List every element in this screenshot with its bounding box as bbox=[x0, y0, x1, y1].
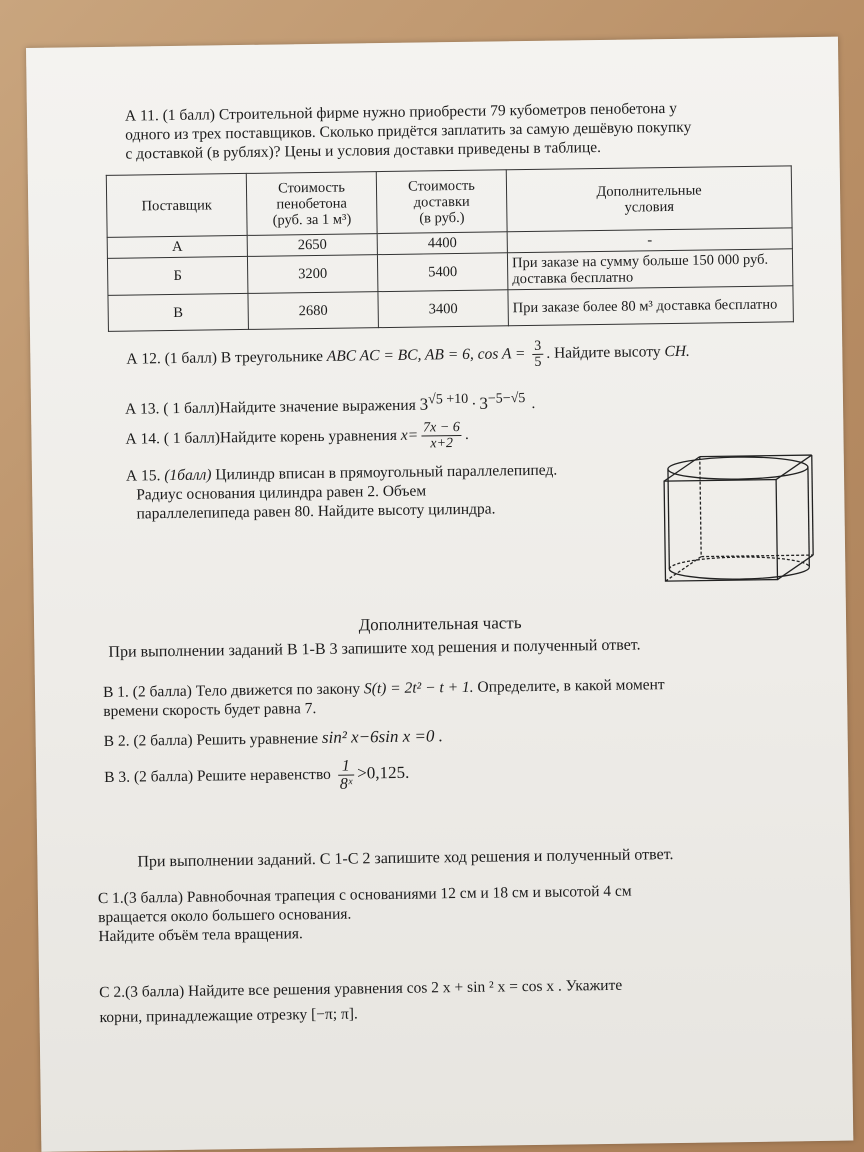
expr-base1: 3 bbox=[419, 394, 429, 414]
header-delivery-l3: (в руб.) bbox=[419, 209, 465, 227]
task-b2 bbox=[104, 721, 834, 751]
cylinder-side bbox=[668, 469, 669, 569]
cylinder-top bbox=[668, 456, 808, 480]
task-a12-ch: CH. bbox=[664, 342, 690, 361]
task-b2-formula: sin² x−6sin x =0 . bbox=[321, 726, 444, 747]
task-a14 bbox=[125, 415, 815, 456]
task-c1 bbox=[98, 879, 839, 946]
task-a12-tail: . Найдите высоту bbox=[546, 343, 665, 362]
task-a15-line2: Радиус основания цилиндра равен 2. Объем bbox=[136, 482, 427, 504]
header-supplier: Поставщик bbox=[106, 173, 247, 237]
cylinder-bottom-front bbox=[669, 567, 809, 580]
task-a15 bbox=[126, 460, 627, 524]
task-b3 bbox=[104, 751, 834, 796]
expr-dot: · bbox=[471, 395, 477, 413]
header-conditions bbox=[506, 166, 792, 232]
task-a14-text: А 14. ( 1 балл)Найдите корень уравнения bbox=[125, 426, 401, 448]
box-hidden-edge bbox=[700, 457, 701, 557]
task-a13-text: А 13. ( 1 балл)Найдите значение выражения bbox=[124, 396, 420, 418]
task-b1-text: В 1. (2 балла) Тело движется по закону bbox=[102, 680, 365, 701]
task-b1-tail: Определите, в какой момент bbox=[473, 676, 665, 696]
box-hidden-edge bbox=[701, 555, 813, 557]
cell-cost: 2680 bbox=[248, 292, 378, 330]
header-cost-l3: (руб. за 1 м³) bbox=[272, 210, 352, 229]
cell-supplier: Б bbox=[107, 256, 248, 295]
fraction-root bbox=[421, 420, 462, 452]
task-a11 bbox=[125, 97, 786, 163]
task-c2 bbox=[99, 973, 840, 1027]
task-a15-line1: Цилиндр вписан в прямоугольный параллелепипед. bbox=[211, 461, 558, 484]
task-b1 bbox=[103, 673, 833, 721]
box-edge bbox=[812, 455, 813, 555]
cylinder-in-box-figure bbox=[656, 451, 822, 587]
expr-base2: 3 bbox=[479, 393, 489, 413]
cell-conditions: При заказе более 80 м³ доставка бесплатно bbox=[508, 286, 793, 326]
expr-exp1: √5 +10 bbox=[427, 391, 469, 408]
task-a12-text: А 12. (1 балл) В треугольнике bbox=[126, 347, 327, 368]
task-a11-line1: А 11. (1 балл) Строительной фирме нужно приобрести 79 кубометров пенобетона у bbox=[124, 99, 678, 125]
task-c2-line2: корни, принадлежащие отрезку [−π; π]. bbox=[99, 1005, 358, 1027]
cell-cost: 2650 bbox=[247, 234, 377, 257]
box-edge bbox=[700, 455, 812, 457]
header-cost bbox=[246, 172, 377, 236]
task-b1-formula: S(t) = 2t² − t + 1. bbox=[363, 678, 474, 698]
cell-delivery: 3400 bbox=[378, 290, 508, 328]
cell-conditions: При заказе на сумму больше 150 000 руб. доставка бесплатно bbox=[507, 249, 792, 290]
task-b1-line2: времени скорость будет равна 7. bbox=[103, 700, 317, 720]
header-cond-l2: условия bbox=[624, 198, 675, 216]
fraction-three-fifths bbox=[532, 339, 543, 370]
fraction-numerator: 3 bbox=[532, 339, 543, 355]
section-title: Дополнительная часть bbox=[358, 613, 522, 635]
cell-delivery: 4400 bbox=[377, 232, 507, 255]
instruction-b: При выполнении заданий В 1-В 3 запишите ход решения и полученный ответ. bbox=[108, 636, 641, 661]
header-delivery bbox=[376, 170, 507, 234]
task-a14-lhs: x= bbox=[400, 426, 419, 444]
expr-exp2: −5−√5 bbox=[487, 391, 526, 407]
cell-supplier: А bbox=[107, 235, 247, 258]
cell-supplier: В bbox=[108, 293, 248, 331]
task-a15-points: (1балл) bbox=[164, 466, 212, 485]
fraction-denominator: x+2 bbox=[430, 436, 454, 452]
header-delivery-l2: доставки bbox=[413, 193, 470, 211]
instruction-c: При выполнении заданий. С 1-С 2 запишите ход решения и полученный ответ. bbox=[137, 846, 674, 871]
task-a12 bbox=[126, 335, 816, 376]
task-a15-line3: параллелепипеда равен 80. Найдите высоту цилиндра. bbox=[136, 500, 496, 523]
task-a12-math: ABC AC = BC, AB = 6, cos A = bbox=[326, 345, 530, 365]
supplier-table bbox=[106, 165, 794, 332]
cylinder-bottom-back bbox=[669, 556, 809, 569]
fraction-inequality bbox=[337, 757, 354, 792]
task-a13 bbox=[125, 385, 815, 419]
fraction-denominator: 8ˣ bbox=[339, 775, 353, 793]
box-front-face bbox=[664, 480, 777, 582]
cell-cost: 3200 bbox=[247, 255, 378, 294]
cylinder-side bbox=[808, 467, 809, 567]
task-c1-line3: Найдите объём тела вращения. bbox=[98, 925, 303, 946]
cell-delivery: 5400 bbox=[377, 253, 508, 292]
header-delivery-l1: Стоимость bbox=[407, 177, 475, 195]
task-a13-tail: . bbox=[531, 395, 536, 413]
paper-sheet bbox=[26, 37, 853, 1152]
header-cond-l1: Дополнительные bbox=[596, 182, 702, 200]
header-cost-l1: Стоимость bbox=[277, 179, 345, 196]
fraction-numerator: 1 bbox=[337, 757, 354, 775]
cell-conditions: - bbox=[507, 228, 792, 253]
task-a11-line2: одного из трех поставщиков. Сколько придётся заплатить за самую дешёвую покупку bbox=[125, 118, 692, 144]
fraction-numerator: 7x − 6 bbox=[421, 420, 462, 437]
table-header-row bbox=[106, 166, 792, 238]
fraction-denominator: 5 bbox=[534, 354, 542, 370]
task-b2-text: В 2. (2 балла) Решить уравнение bbox=[103, 729, 323, 750]
task-b3-text: В 3. (2 балла) Решите неравенство bbox=[104, 765, 335, 787]
task-b3-tail: >0,125. bbox=[357, 762, 410, 783]
task-c1-line1: С 1.(3 балла) Равнобочная трапеция с основаниями 12 см и 18 см и высотой 4 см bbox=[97, 882, 632, 908]
task-a14-tail: . bbox=[464, 425, 469, 443]
task-c1-line2: вращается около большего основания. bbox=[98, 905, 352, 927]
task-c2-line1: С 2.(3 балла) Найдите все решения уравнения cos 2 x + sin ² x = cos x . Укажите bbox=[99, 976, 623, 1002]
task-a11-line3: с доставкой (в рублях)? Цены и условия доставки приведены в таблице. bbox=[125, 138, 602, 163]
task-a15-label: А 15. bbox=[125, 467, 165, 485]
header-cost-l2: пенобетона bbox=[276, 195, 348, 213]
